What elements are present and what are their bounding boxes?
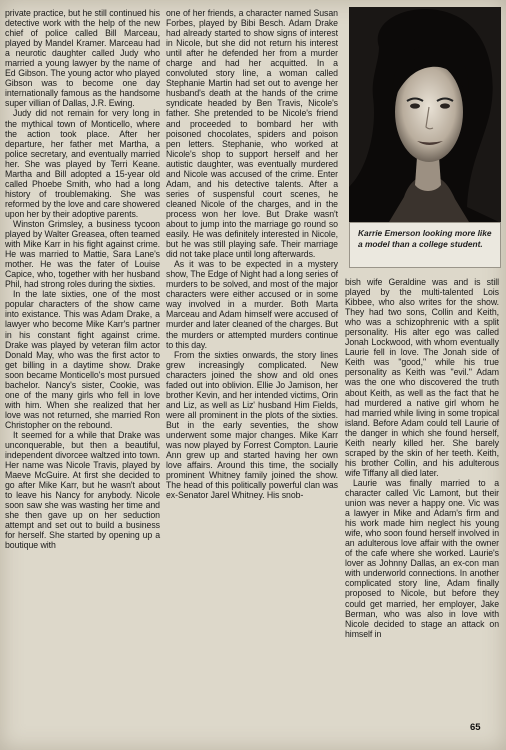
text-column-right bbox=[345, 277, 499, 639]
paragraph: It seemed for a while that Drake was unconquerable, but then a beautiful, independent divorcee waltzed into town. Her name was Nicole Travis, played by Maeve McGuire. At first she decided to go after Mike Karr, but he wasn't about to leave his Nancy for anybody. Nicole soon saw she was wasting her time and she then gave up on her seduction attempt and set out to build a business for herself. She started by opening up a boutique with bbox=[5, 429, 160, 551]
paragraph: one of her friends, a character named Susan Forbes, played by Bibi Besch. Adam Drake had already started to show signs of interest in Nicole, but she did not return his interest until after he defended her from a murder charge and had her acquitted. In a convoluted story line, a woman called Stephanie Martin had set out to avenge her husband's death at the hands of the crime syndicate headed by Ben Travis, Nicole's father. She pretended to be Nicole's friend and proceeded to bombard her with poisoned chocolates, spiders and poison pen letters. Stephanie, who worked at Nicole's shop to support herself and her autistic daughter, was eventually murdered and Nicole was accused of the crime. Enter Adam, and his detective talents. After a series of suspensful court scenes, he cleaned Nicole of the charges, and in the process won her love. But Drake wasn't about to jump into the marriage go round so easily. He was definitely interested in Nicole, but he was still playing safe. Their marriage did not take place until long afterwards. bbox=[166, 8, 338, 260]
paragraph: In the late sixties, one of the most popular characters of the show came into existance. This was Adam Drake, a lawyer who become Mike Karr's partner in his constant fight against crime. Drake was played by veteran film actor Donald May, who was the first actor to get billing in a daytime show. Drake soon became Monticello's most pursued bachelor. Nancy's sister, Cookie, was one of the many girls who fell in love with him. When she realized that her love was not returned, she married Ron Christopher on the rebound. bbox=[5, 289, 160, 430]
paragraph: Judy did not remain for very long in the mythical town of Monticello, where the action took place. After her departure, her father met Martha, a police secretary, and eventually married her. She was played by Terri Keane. Martha and Bill adopted a 15-year old called Phoebe Smith, who had a long history of troublemaking. She was reformed by the love and care showered upon her by their adoptive parents. bbox=[5, 108, 160, 219]
text-column-middle bbox=[166, 8, 338, 500]
paragraph: Laurie was finally married to a character called Vic Lamont, but their union was never a happy one. Vic was a lawyer in Mike and Adam's firm and his work made him neglect his young wife, who soon found herself involved in an adulterous love affair with the owner of the cafe where she worked. Laurie's lover as Johnny Dallas, an ex-con man with underworld connections. In another complicated story line, Adam finally proposed to Nicole, but before they could get married, her employer, Jake Berman, who was also in love with Nicole decided to stage an attack on himself in bbox=[345, 477, 499, 639]
paragraph: bish wife Geraldine was and is still played by the multi-talented Lois Kibbee, who also writes for the show. They had two sons, Collin and Keith, who was a schizophrenic with a split personality. His alter ego was called Jonah Lockwood, with whom eventually Laurie fell in love. The Jonah side of Keith was "good," while his true personality as Keith was "evil." Adam was the one who discovered the truth about Keith, as well as the fact that he had murdered a native girl whom he had married while living in some tropical island. Before Adam could tell Laurie of the danger in which she found herself, Keith nearly killed her. She barely scraped by the skin of her teeth. Keith, his brother Collin, and his adulterous wife Tiffany all died later. bbox=[345, 277, 499, 478]
paragraph: Winston Grimsley, a business tycoon played by Walter Greasea, often teamed with Mike Karr in his fight against crime. He was married to Mattie, Sara Lane's mother. He was the fater of Louise Capice, who, together with her husband Phil, had strong roles during the sixties. bbox=[5, 218, 160, 290]
photo-caption: Karrie Emerson looking more like a model than a college student. bbox=[349, 222, 501, 268]
paragraph: private practice, but he still continued his detective work with the help of the new chief of police called Bill Marceau, played by Mandel Kramer. Marceau had a neurotic daughter called Judy who married a young lawyer by the name of Ed Gibson. The young actor who played Gibson was to become one day internationally famous as the handsome super villian of Dallas, J.R. Ewing. bbox=[5, 8, 160, 109]
page-number: 65 bbox=[470, 722, 481, 733]
paragraph: From the sixties onwards, the story lines grew increasingly complicated. New characters joined the show and old ones faded out into oblivion. Ellie Jo Jamison, her brother Kevin, and her intended victims, Orin and Liz, as well as Liz' husband Him Fields, were all prominent in the plots of the sixties. But in the early seventies, the show underwent some major changes. Mike Karr was now played by Forrest Compton. Laurie Ann grew up and started having her own love affairs. Around this time, the socially prominent Whitney family joined the show. The head of this politically powerful clan was ex-Senator Jarel Whitney. His snob- bbox=[166, 349, 338, 501]
portrait-illustration bbox=[349, 7, 501, 222]
text-column-left bbox=[5, 8, 160, 551]
portrait-photo bbox=[349, 7, 501, 222]
paragraph: As it was to be expected in a mystery show, The Edge of Night had a long series of murders to be solved, and most of the major characters were either accused or in some way involved in a murder. Both Marta Marceau and Adam himself were accused of murder and later cleaned of the charges. But the murders or attempted murders continue to this day. bbox=[166, 259, 338, 350]
